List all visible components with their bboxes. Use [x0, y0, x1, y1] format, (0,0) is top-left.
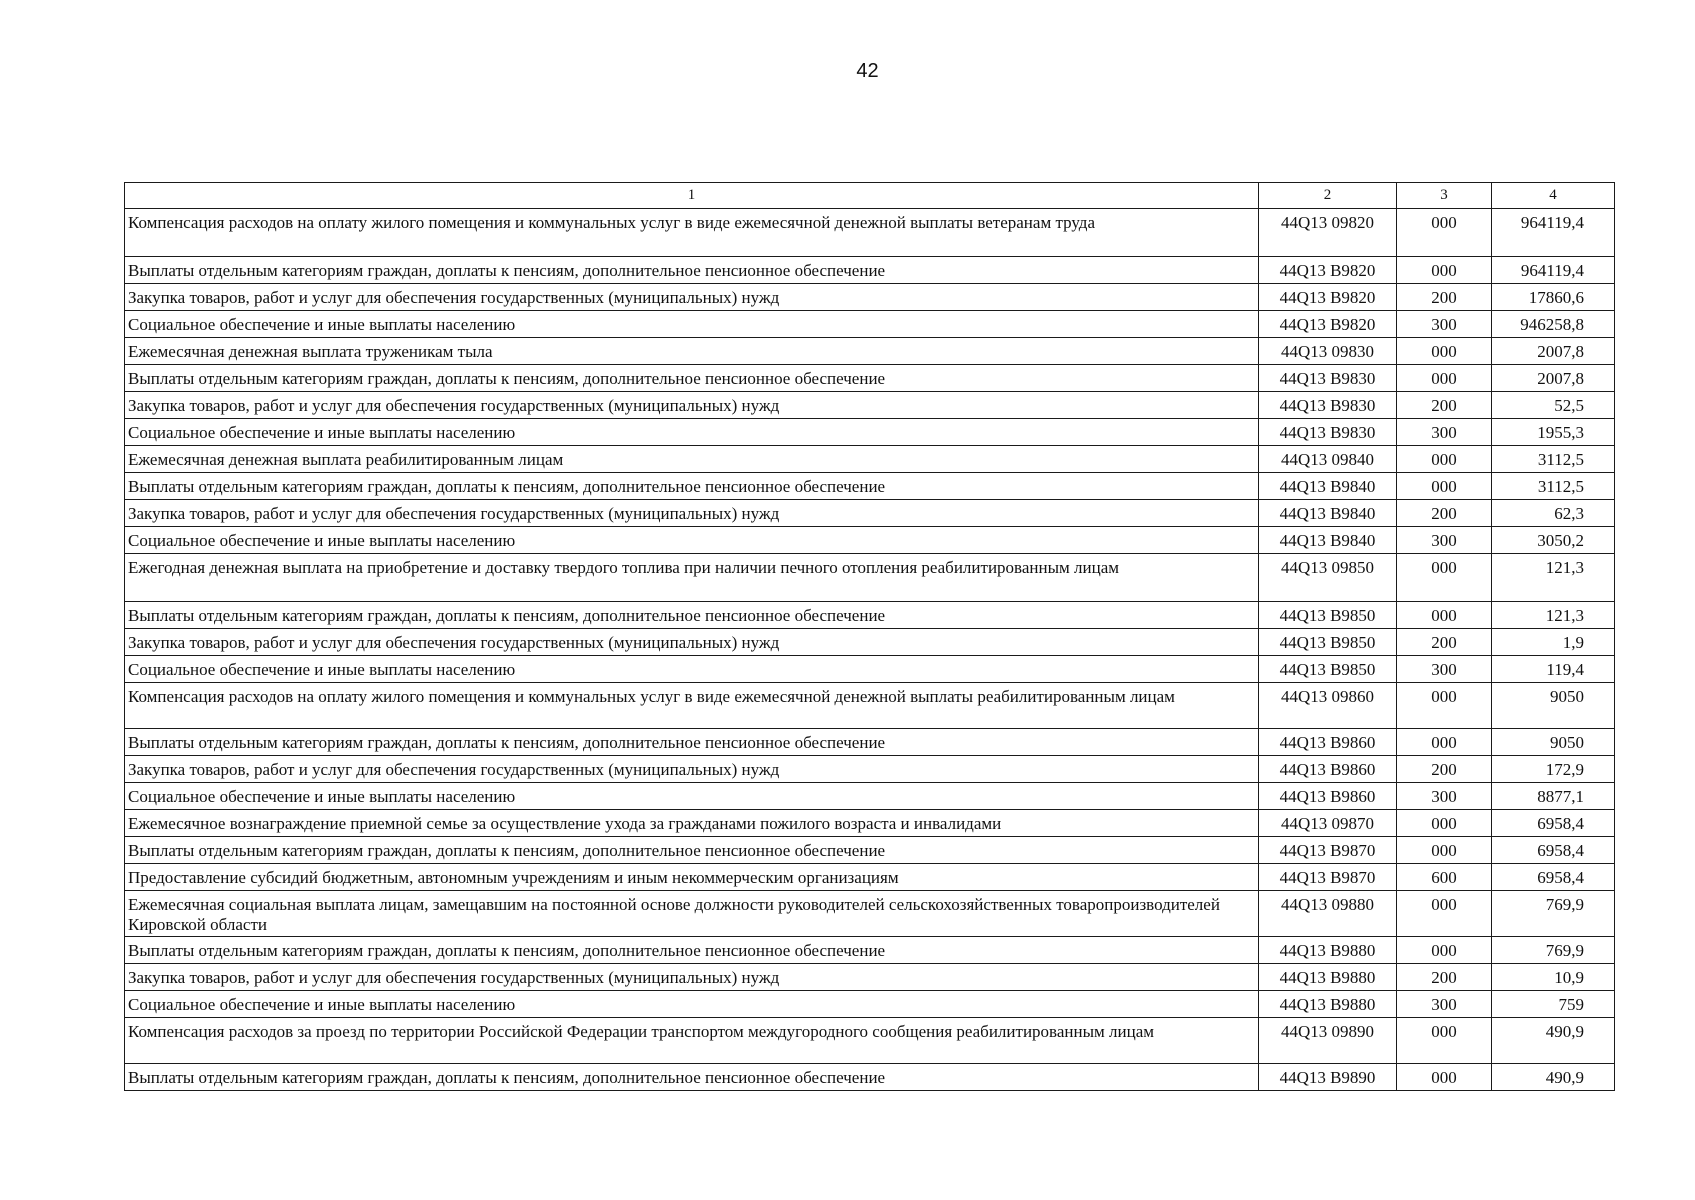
table-row [125, 419, 1615, 446]
row-code-cell: 44Q13 B9850 [1259, 656, 1397, 683]
row-name-cell: Компенсация расходов за проезд по территории Российской Федерации транспортом междугородного сообщения реабилитированным лицам [125, 1018, 1259, 1064]
row-amount-cell: 6958,4 [1492, 810, 1615, 837]
row-amount-cell: 121,3 [1492, 554, 1615, 602]
row-code-cell: 44Q13 09880 [1259, 891, 1397, 937]
row-amount-cell: 1,9 [1492, 629, 1615, 656]
row-code-cell: 44Q13 B9880 [1259, 937, 1397, 964]
row-type-cell: 000 [1397, 602, 1492, 629]
row-amount-cell: 1955,3 [1492, 419, 1615, 446]
row-type-cell: 000 [1397, 1018, 1492, 1064]
row-amount-cell: 62,3 [1492, 500, 1615, 527]
table-row [125, 311, 1615, 338]
table-row [125, 683, 1615, 729]
row-amount-cell: 6958,4 [1492, 864, 1615, 891]
row-code-cell: 44Q13 B9830 [1259, 419, 1397, 446]
row-code-cell: 44Q13 B9850 [1259, 629, 1397, 656]
row-amount-cell: 3112,5 [1492, 446, 1615, 473]
row-name-cell: Социальное обеспечение и иные выплаты населению [125, 311, 1259, 338]
row-name-cell: Выплаты отдельным категориям граждан, доплаты к пенсиям, дополнительное пенсионное обеспечение [125, 1064, 1259, 1091]
row-amount-cell: 17860,6 [1492, 284, 1615, 311]
row-code-cell: 44Q13 B9820 [1259, 311, 1397, 338]
table-row [125, 1018, 1615, 1064]
row-code-cell: 44Q13 B9830 [1259, 365, 1397, 392]
row-name-cell: Социальное обеспечение и иные выплаты населению [125, 527, 1259, 554]
table-row [125, 810, 1615, 837]
row-type-cell: 000 [1397, 338, 1492, 365]
row-type-cell: 300 [1397, 656, 1492, 683]
row-name-cell: Социальное обеспечение и иные выплаты населению [125, 656, 1259, 683]
row-name-cell: Выплаты отдельным категориям граждан, доплаты к пенсиям, дополнительное пенсионное обеспечение [125, 257, 1259, 284]
table-row [125, 257, 1615, 284]
row-name-cell: Закупка товаров, работ и услуг для обеспечения государственных (муниципальных) нужд [125, 964, 1259, 991]
row-type-cell: 300 [1397, 527, 1492, 554]
row-type-cell: 200 [1397, 756, 1492, 783]
row-name-cell: Выплаты отдельным категориям граждан, доплаты к пенсиям, дополнительное пенсионное обеспечение [125, 729, 1259, 756]
row-code-cell: 44Q13 B9830 [1259, 392, 1397, 419]
row-code-cell: 44Q13 B9880 [1259, 964, 1397, 991]
table-row [125, 338, 1615, 365]
header-name: 1 [125, 183, 1259, 209]
row-type-cell: 200 [1397, 964, 1492, 991]
row-type-cell: 000 [1397, 446, 1492, 473]
row-code-cell: 44Q13 09890 [1259, 1018, 1397, 1064]
table-row [125, 446, 1615, 473]
row-amount-cell: 964119,4 [1492, 209, 1615, 257]
row-amount-cell: 3112,5 [1492, 473, 1615, 500]
row-name-cell: Закупка товаров, работ и услуг для обеспечения государственных (муниципальных) нужд [125, 392, 1259, 419]
row-code-cell: 44Q13 B9840 [1259, 473, 1397, 500]
row-type-cell: 300 [1397, 991, 1492, 1018]
row-amount-cell: 119,4 [1492, 656, 1615, 683]
row-code-cell: 44Q13 B9870 [1259, 864, 1397, 891]
table-body [125, 209, 1615, 1091]
row-amount-cell: 2007,8 [1492, 365, 1615, 392]
row-name-cell: Закупка товаров, работ и услуг для обеспечения государственных (муниципальных) нужд [125, 756, 1259, 783]
row-name-cell: Компенсация расходов на оплату жилого помещения и коммунальных услуг в виде ежемесячной денежной выплаты реабилитированным лицам [125, 683, 1259, 729]
table-row [125, 629, 1615, 656]
row-name-cell: Выплаты отдельным категориям граждан, доплаты к пенсиям, дополнительное пенсионное обеспечение [125, 837, 1259, 864]
table-row [125, 937, 1615, 964]
row-name-cell: Выплаты отдельным категориям граждан, доплаты к пенсиям, дополнительное пенсионное обеспечение [125, 937, 1259, 964]
table-row [125, 1064, 1615, 1091]
table-row [125, 392, 1615, 419]
row-amount-cell: 10,9 [1492, 964, 1615, 991]
row-code-cell: 44Q13 B9860 [1259, 729, 1397, 756]
row-name-cell: Закупка товаров, работ и услуг для обеспечения государственных (муниципальных) нужд [125, 284, 1259, 311]
row-type-cell: 000 [1397, 365, 1492, 392]
budget-table [124, 182, 1615, 1091]
row-name-cell: Ежемесячное вознаграждение приемной семье за осуществление ухода за гражданами пожилого возраста и инвалидами [125, 810, 1259, 837]
row-name-cell: Закупка товаров, работ и услуг для обеспечения государственных (муниципальных) нужд [125, 500, 1259, 527]
table-row [125, 602, 1615, 629]
row-amount-cell: 9050 [1492, 683, 1615, 729]
table-row [125, 964, 1615, 991]
row-code-cell: 44Q13 B9870 [1259, 837, 1397, 864]
row-type-cell: 200 [1397, 392, 1492, 419]
row-name-cell: Закупка товаров, работ и услуг для обеспечения государственных (муниципальных) нужд [125, 629, 1259, 656]
row-amount-cell: 759 [1492, 991, 1615, 1018]
row-type-cell: 600 [1397, 864, 1492, 891]
row-name-cell: Ежемесячная денежная выплата труженикам тыла [125, 338, 1259, 365]
table-row [125, 864, 1615, 891]
row-code-cell: 44Q13 09840 [1259, 446, 1397, 473]
row-name-cell: Выплаты отдельным категориям граждан, доплаты к пенсиям, дополнительное пенсионное обеспечение [125, 473, 1259, 500]
row-type-cell: 000 [1397, 1064, 1492, 1091]
header-code: 2 [1259, 183, 1397, 209]
table-row [125, 729, 1615, 756]
row-type-cell: 000 [1397, 554, 1492, 602]
row-amount-cell: 6958,4 [1492, 837, 1615, 864]
row-code-cell: 44Q13 B9840 [1259, 527, 1397, 554]
row-code-cell: 44Q13 09820 [1259, 209, 1397, 257]
row-type-cell: 200 [1397, 500, 1492, 527]
row-code-cell: 44Q13 09860 [1259, 683, 1397, 729]
row-code-cell: 44Q13 B9820 [1259, 284, 1397, 311]
table-row [125, 837, 1615, 864]
table-row [125, 473, 1615, 500]
row-amount-cell: 769,9 [1492, 891, 1615, 937]
row-name-cell: Социальное обеспечение и иные выплаты населению [125, 419, 1259, 446]
row-code-cell: 44Q13 B9820 [1259, 257, 1397, 284]
row-amount-cell: 121,3 [1492, 602, 1615, 629]
row-type-cell: 000 [1397, 257, 1492, 284]
row-code-cell: 44Q13 B9840 [1259, 500, 1397, 527]
row-amount-cell: 964119,4 [1492, 257, 1615, 284]
row-name-cell: Социальное обеспечение и иные выплаты населению [125, 783, 1259, 810]
row-type-cell: 300 [1397, 311, 1492, 338]
table-row [125, 756, 1615, 783]
row-code-cell: 44Q13 B9880 [1259, 991, 1397, 1018]
row-name-cell: Выплаты отдельным категориям граждан, доплаты к пенсиям, дополнительное пенсионное обеспечение [125, 365, 1259, 392]
row-type-cell: 000 [1397, 937, 1492, 964]
row-amount-cell: 9050 [1492, 729, 1615, 756]
row-code-cell: 44Q13 B9890 [1259, 1064, 1397, 1091]
table-row [125, 209, 1615, 257]
table-row [125, 527, 1615, 554]
row-amount-cell: 2007,8 [1492, 338, 1615, 365]
row-code-cell: 44Q13 09850 [1259, 554, 1397, 602]
row-type-cell: 200 [1397, 284, 1492, 311]
row-type-cell: 000 [1397, 891, 1492, 937]
row-type-cell: 000 [1397, 729, 1492, 756]
row-type-cell: 000 [1397, 209, 1492, 257]
row-code-cell: 44Q13 B9860 [1259, 756, 1397, 783]
table-row [125, 991, 1615, 1018]
row-type-cell: 300 [1397, 783, 1492, 810]
row-type-cell: 000 [1397, 810, 1492, 837]
page-number: 42 [856, 60, 879, 82]
row-name-cell: Предоставление субсидий бюджетным, автономным учреждениям и иным некоммерческим организациям [125, 864, 1259, 891]
row-amount-cell: 52,5 [1492, 392, 1615, 419]
row-amount-cell: 8877,1 [1492, 783, 1615, 810]
row-type-cell: 000 [1397, 473, 1492, 500]
row-amount-cell: 490,9 [1492, 1064, 1615, 1091]
table-header-row [125, 183, 1615, 209]
row-amount-cell: 3050,2 [1492, 527, 1615, 554]
row-amount-cell: 172,9 [1492, 756, 1615, 783]
row-type-cell: 000 [1397, 837, 1492, 864]
row-code-cell: 44Q13 09830 [1259, 338, 1397, 365]
table-row [125, 554, 1615, 602]
row-amount-cell: 490,9 [1492, 1018, 1615, 1064]
table-row [125, 783, 1615, 810]
table-row [125, 656, 1615, 683]
row-amount-cell: 769,9 [1492, 937, 1615, 964]
row-name-cell: Ежемесячная денежная выплата реабилитированным лицам [125, 446, 1259, 473]
table-row [125, 284, 1615, 311]
row-code-cell: 44Q13 B9860 [1259, 783, 1397, 810]
row-name-cell: Компенсация расходов на оплату жилого помещения и коммунальных услуг в виде ежемесячной денежной выплаты ветеранам труда [125, 209, 1259, 257]
row-type-cell: 000 [1397, 683, 1492, 729]
row-name-cell: Ежегодная денежная выплата на приобретение и доставку твердого топлива при наличии печного отопления реабилитированным лицам [125, 554, 1259, 602]
row-type-cell: 200 [1397, 629, 1492, 656]
row-name-cell: Выплаты отдельным категориям граждан, доплаты к пенсиям, дополнительное пенсионное обеспечение [125, 602, 1259, 629]
header-amount: 4 [1492, 183, 1615, 209]
row-name-cell: Ежемесячная социальная выплата лицам, замещавшим на постоянной основе должности руководителей сельскохозяйственных товаропроизводителей Кировской области [125, 891, 1259, 937]
table-row [125, 365, 1615, 392]
row-type-cell: 300 [1397, 419, 1492, 446]
table-row [125, 891, 1615, 937]
row-code-cell: 44Q13 09870 [1259, 810, 1397, 837]
row-code-cell: 44Q13 B9850 [1259, 602, 1397, 629]
row-name-cell: Социальное обеспечение и иные выплаты населению [125, 991, 1259, 1018]
row-amount-cell: 946258,8 [1492, 311, 1615, 338]
table-row [125, 500, 1615, 527]
header-type: 3 [1397, 183, 1492, 209]
